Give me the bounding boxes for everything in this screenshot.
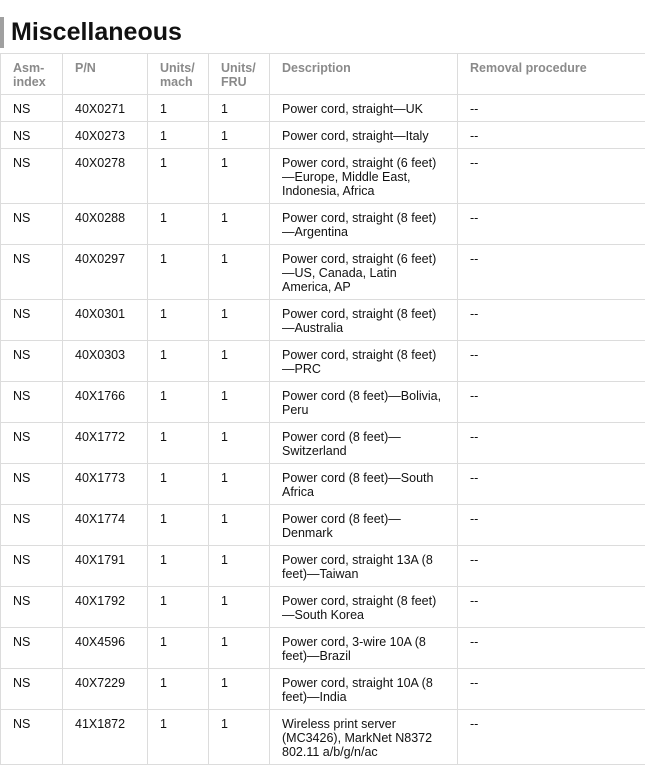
units-fru-cell: 1: [209, 710, 270, 765]
units-fru-cell: 1: [209, 122, 270, 149]
table-header-row: [1, 54, 645, 95]
units-fru-cell: 1: [209, 341, 270, 382]
table-row: [1, 587, 645, 628]
removal-procedure-cell: --: [458, 546, 645, 587]
column-header-asm-index: Asm-index: [1, 54, 63, 95]
description-cell: Wireless print server (MC3426), MarkNet N8372 802.11 a/b/g/n/ac: [270, 710, 458, 765]
description-cell: Power cord (8 feet)—South Africa: [270, 464, 458, 505]
removal-procedure-cell: --: [458, 95, 645, 122]
removal-procedure-cell: --: [458, 341, 645, 382]
asm-index-cell: NS: [1, 204, 63, 245]
asm-index-cell: NS: [1, 95, 63, 122]
column-header-units-mach: Units/ mach: [148, 54, 209, 95]
units-mach-cell: 1: [148, 464, 209, 505]
description-cell: Power cord, straight (8 feet)—Australia: [270, 300, 458, 341]
description-cell: Power cord, straight (8 feet)—South Korea: [270, 587, 458, 628]
asm-index-cell: NS: [1, 245, 63, 300]
units-fru-cell: 1: [209, 204, 270, 245]
pn-cell: 40X1791: [63, 546, 148, 587]
column-header-description: Description: [270, 54, 458, 95]
pn-cell: 40X0288: [63, 204, 148, 245]
table-row: [1, 382, 645, 423]
pn-cell: 41X1872: [63, 710, 148, 765]
pn-cell: 40X0301: [63, 300, 148, 341]
units-fru-cell: 1: [209, 587, 270, 628]
units-fru-cell: 1: [209, 245, 270, 300]
asm-index-cell: NS: [1, 628, 63, 669]
pn-cell: 40X0273: [63, 122, 148, 149]
units-mach-cell: 1: [148, 546, 209, 587]
pn-cell: 40X0271: [63, 95, 148, 122]
removal-procedure-cell: --: [458, 300, 645, 341]
removal-procedure-cell: --: [458, 628, 645, 669]
units-fru-cell: 1: [209, 628, 270, 669]
units-fru-cell: 1: [209, 95, 270, 122]
asm-index-cell: NS: [1, 122, 63, 149]
description-cell: Power cord, 3-wire 10A (8 feet)—Brazil: [270, 628, 458, 669]
table-row: [1, 149, 645, 204]
pn-cell: 40X1792: [63, 587, 148, 628]
table-row: [1, 628, 645, 669]
units-mach-cell: 1: [148, 669, 209, 710]
removal-procedure-cell: --: [458, 464, 645, 505]
units-mach-cell: 1: [148, 587, 209, 628]
units-fru-cell: 1: [209, 382, 270, 423]
units-mach-cell: 1: [148, 423, 209, 464]
pn-cell: 40X0278: [63, 149, 148, 204]
pn-cell: 40X0297: [63, 245, 148, 300]
units-mach-cell: 1: [148, 122, 209, 149]
table-row: [1, 341, 645, 382]
description-cell: Power cord, straight (8 feet)—PRC: [270, 341, 458, 382]
table-row: [1, 505, 645, 546]
table-row: [1, 423, 645, 464]
units-mach-cell: 1: [148, 628, 209, 669]
description-cell: Power cord, straight 10A (8 feet)—India: [270, 669, 458, 710]
units-mach-cell: 1: [148, 341, 209, 382]
removal-procedure-cell: --: [458, 204, 645, 245]
page-title: Miscellaneous: [0, 17, 182, 48]
units-fru-cell: 1: [209, 669, 270, 710]
units-mach-cell: 1: [148, 245, 209, 300]
table-row: [1, 95, 645, 122]
column-header-units-fru: Units/ FRU: [209, 54, 270, 95]
description-cell: Power cord, straight (6 feet)—Europe, Middle East, Indonesia, Africa: [270, 149, 458, 204]
column-header-pn: P/N: [63, 54, 148, 95]
description-cell: Power cord (8 feet)—Switzerland: [270, 423, 458, 464]
removal-procedure-cell: --: [458, 669, 645, 710]
units-mach-cell: 1: [148, 204, 209, 245]
table-row: [1, 300, 645, 341]
table-row: [1, 122, 645, 149]
units-fru-cell: 1: [209, 423, 270, 464]
asm-index-cell: NS: [1, 464, 63, 505]
description-cell: Power cord, straight 13A (8 feet)—Taiwan: [270, 546, 458, 587]
removal-procedure-cell: --: [458, 149, 645, 204]
table-row: [1, 669, 645, 710]
removal-procedure-cell: --: [458, 505, 645, 546]
table-row: [1, 245, 645, 300]
pn-cell: 40X1772: [63, 423, 148, 464]
asm-index-cell: NS: [1, 423, 63, 464]
units-mach-cell: 1: [148, 505, 209, 546]
asm-index-cell: NS: [1, 505, 63, 546]
asm-index-cell: NS: [1, 300, 63, 341]
description-cell: Power cord (8 feet)—Denmark: [270, 505, 458, 546]
asm-index-cell: NS: [1, 669, 63, 710]
pn-cell: 40X4596: [63, 628, 148, 669]
removal-procedure-cell: --: [458, 423, 645, 464]
description-cell: Power cord, straight—UK: [270, 95, 458, 122]
table-row: [1, 710, 645, 765]
removal-procedure-cell: --: [458, 382, 645, 423]
units-fru-cell: 1: [209, 546, 270, 587]
units-mach-cell: 1: [148, 95, 209, 122]
table-row: [1, 546, 645, 587]
pn-cell: 40X1773: [63, 464, 148, 505]
units-fru-cell: 1: [209, 464, 270, 505]
description-cell: Power cord (8 feet)—Bolivia, Peru: [270, 382, 458, 423]
asm-index-cell: NS: [1, 149, 63, 204]
description-cell: Power cord, straight—Italy: [270, 122, 458, 149]
removal-procedure-cell: --: [458, 122, 645, 149]
units-mach-cell: 1: [148, 149, 209, 204]
description-cell: Power cord, straight (8 feet)—Argentina: [270, 204, 458, 245]
removal-procedure-cell: --: [458, 710, 645, 765]
pn-cell: 40X0303: [63, 341, 148, 382]
pn-cell: 40X1774: [63, 505, 148, 546]
pn-cell: 40X7229: [63, 669, 148, 710]
units-mach-cell: 1: [148, 382, 209, 423]
parts-table: [0, 53, 645, 765]
column-header-removal-procedure: Removal procedure: [458, 54, 645, 95]
asm-index-cell: NS: [1, 341, 63, 382]
units-fru-cell: 1: [209, 505, 270, 546]
description-cell: Power cord, straight (6 feet)—US, Canada, Latin America, AP: [270, 245, 458, 300]
units-mach-cell: 1: [148, 710, 209, 765]
table-row: [1, 204, 645, 245]
asm-index-cell: NS: [1, 587, 63, 628]
units-mach-cell: 1: [148, 300, 209, 341]
table-row: [1, 464, 645, 505]
asm-index-cell: NS: [1, 546, 63, 587]
asm-index-cell: NS: [1, 382, 63, 423]
removal-procedure-cell: --: [458, 587, 645, 628]
removal-procedure-cell: --: [458, 245, 645, 300]
units-fru-cell: 1: [209, 300, 270, 341]
asm-index-cell: NS: [1, 710, 63, 765]
units-fru-cell: 1: [209, 149, 270, 204]
pn-cell: 40X1766: [63, 382, 148, 423]
